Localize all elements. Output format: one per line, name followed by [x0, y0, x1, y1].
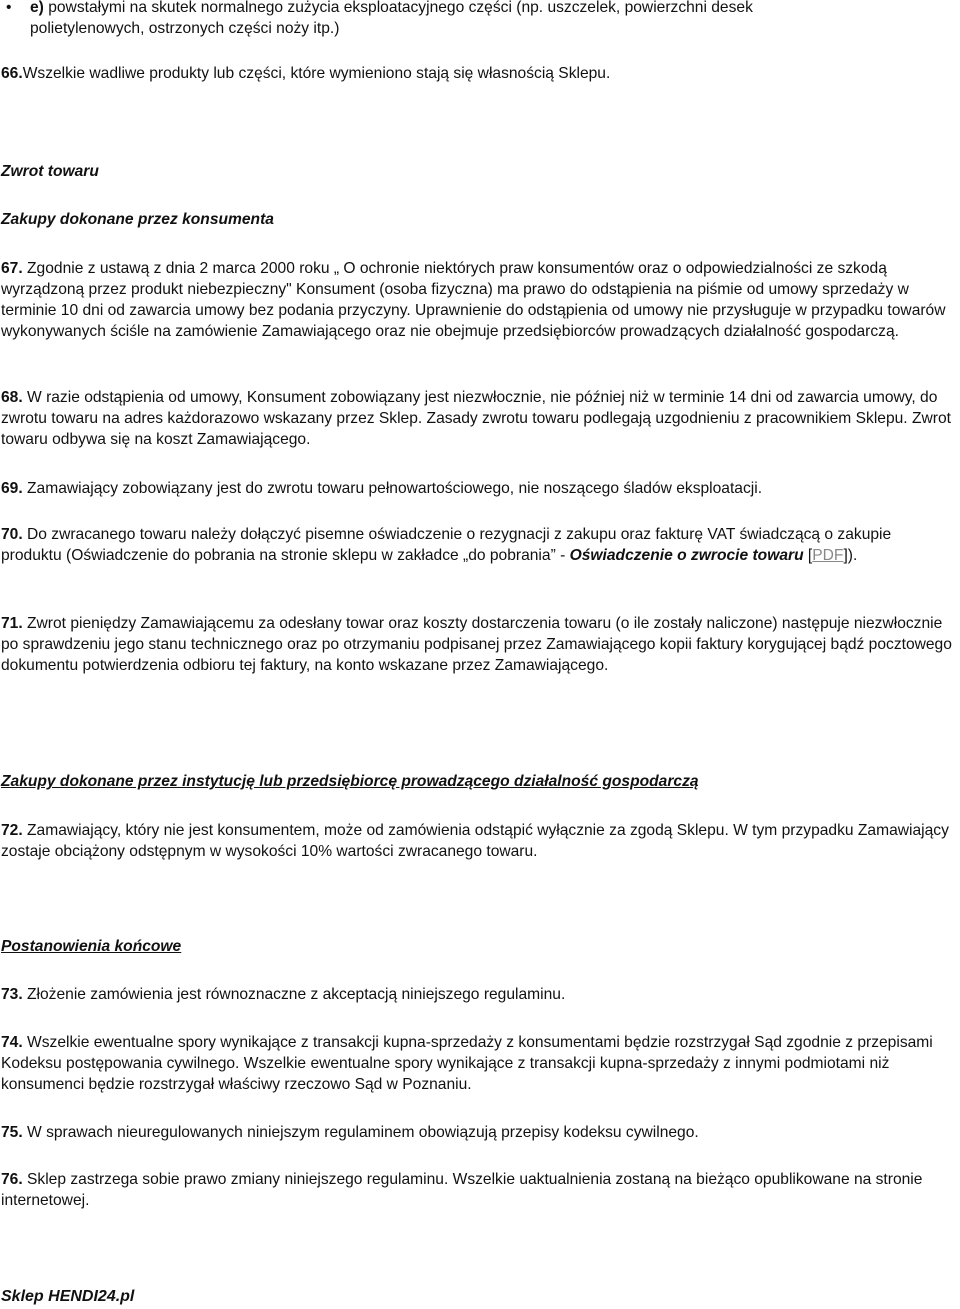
- bullet-item-line-2: polietylenowych, ostrzonych części noży itp.): [30, 20, 340, 37]
- bullet-item-line-1: powstałymi na skutek normalnego zużycia eksploatacyjnego części (np. uszczelek, powierzchni desek: [43, 0, 753, 16]
- paragraph-text-b: [: [803, 547, 813, 564]
- paragraph-text: Zamawiający zobowiązany jest do zwrotu towaru pełnowartościowego, nie noszącego śladów eksploatacji.: [22, 480, 763, 497]
- paragraph-text: Zwrot pieniędzy Zamawiającemu za odesłany towar oraz koszty dostarczenia towaru (o ile zostały naliczone) następuje niezwłocznie po sprawdzeniu jego stanu technicznego oraz po otrzymaniu podpisanej przez Zamawiającego kopii faktury korygującej bądź pocztowego dokumentu potwierdzenia odbioru tej faktury, na konto wskazane przez Zamawiającego.: [1, 615, 952, 674]
- paragraph-72: [1, 820, 956, 862]
- paragraph-number: 76.: [1, 1171, 23, 1188]
- paragraph-66: [1, 63, 956, 84]
- section-subtitle-consumer: Zakupy dokonane przez konsumenta: [1, 211, 274, 228]
- paragraph-69: [1, 478, 956, 499]
- paragraph-text-c: ]).: [843, 547, 858, 564]
- paragraph-number: 73.: [1, 986, 23, 1003]
- paragraph-text: W sprawach nieuregulowanych niniejszym regulaminem obowiązują przepisy kodeksu cywilnego.: [22, 1124, 699, 1141]
- section-title-return: Zwrot towaru: [1, 163, 99, 180]
- bullet-item-lead: e): [30, 0, 44, 16]
- paragraph-number: 69.: [1, 480, 23, 497]
- paragraph-74: [1, 1032, 956, 1095]
- paragraph-text: Sklep zastrzega sobie prawo zmiany niniejszego regulaminu. Wszelkie uaktualnienia zostaną na bieżąco opublikowane na stronie internetowej.: [1, 1171, 923, 1209]
- paragraph-text: Wszelkie ewentualne spory wynikające z transakcji kupna-sprzedaży z konsumentami będzie rozstrzygał Sąd zgodnie z przepisami Kodeksu postępowania cywilnego. Wszelkie ewentualne spory wynikające z transakcji kupna-sprzedaży z innymi podmiotami niż konsumenci będzie rozstrzygał właściwy rzeczowo Sąd w Poznaniu.: [1, 1034, 933, 1093]
- section-title-business: Zakupy dokonane przez instytucję lub przedsiębiorcę prowadzącego działalność gospodarczą: [1, 773, 699, 790]
- paragraph-number: 67.: [1, 260, 23, 277]
- paragraph-number: 68.: [1, 389, 23, 406]
- paragraph-text-a: Do zwracanego towaru należy dołączyć pisemne oświadczenie o rezygnacji z zakupu oraz fakturę VAT świadczącą o zakupie produktu (Oświadczenie do pobrania na stronie sklepu w zakładce „do pobrania” -: [1, 526, 892, 564]
- bullet-item-text: [30, 0, 930, 39]
- paragraph-75: [1, 1122, 956, 1143]
- paragraph-76: [1, 1169, 956, 1211]
- footer-signature: Sklep HENDI24.pl: [1, 1288, 135, 1305]
- paragraph-number: 70.: [1, 526, 23, 543]
- paragraph-text: Zamawiający, który nie jest konsumentem, może od zamówienia odstąpić wyłącznie za zgodą Sklepu. W tym przypadku Zamawiający zostaje obciążony odstępnym w wysokości 10% wartości zwracanego towaru.: [1, 822, 949, 860]
- paragraph-number: 74.: [1, 1034, 23, 1051]
- paragraph-emphasis: Oświadczenie o zwrocie towaru: [569, 547, 804, 564]
- paragraph-number: 72.: [1, 822, 23, 839]
- paragraph-71: [1, 613, 956, 676]
- paragraph-67: [1, 258, 956, 342]
- bullet-dot-icon: •: [6, 0, 12, 16]
- paragraph-68: [1, 387, 956, 450]
- paragraph-text: W razie odstąpienia od umowy, Konsument zobowiązany jest niezwłocznie, nie później niż w terminie 14 dni od zawarcia umowy, do zwrotu towaru na adres każdorazowo wskazany przez Sklep. Zasady zwrotu towaru podlegają uzgodnieniu z pracownikiem Sklepu. Zwrot towaru odbywa się na koszt Zamawiającego.: [1, 389, 951, 448]
- paragraph-number: 75.: [1, 1124, 23, 1141]
- paragraph-number: 71.: [1, 615, 23, 632]
- paragraph-70: [1, 524, 956, 566]
- paragraph-number: 66.: [1, 65, 23, 82]
- paragraph-text: Złożenie zamówienia jest równoznaczne z akceptacją niniejszego regulaminu.: [22, 986, 566, 1003]
- paragraph-73: [1, 984, 956, 1005]
- paragraph-text: Wszelkie wadliwe produkty lub części, które wymieniono stają się własnością Sklepu.: [22, 65, 611, 82]
- bullet-item-e: [0, 0, 960, 41]
- paragraph-text: Zgodnie z ustawą z dnia 2 marca 2000 roku „ O ochronie niektórych praw konsumentów oraz o odpowiedzialności ze szkodą wyrządzoną przez produkt niebezpieczny" Konsument (osoba fizyczna) ma prawo do odstąpienia na piśmie od umowy sprzedaży w terminie 10 dni od zawarcia umowy bez podania przyczyny. Uprawnienie do odstąpienia od umowy nie przysługuje w przypadku towarów wykonywanych ściśle na zamówienie Zamawiającego oraz nie obejmuje przedsiębiorców prowadzących działalność gospodarczą.: [1, 260, 946, 340]
- pdf-link[interactable]: PDF: [812, 547, 844, 564]
- section-title-final: Postanowienia końcowe: [1, 938, 182, 955]
